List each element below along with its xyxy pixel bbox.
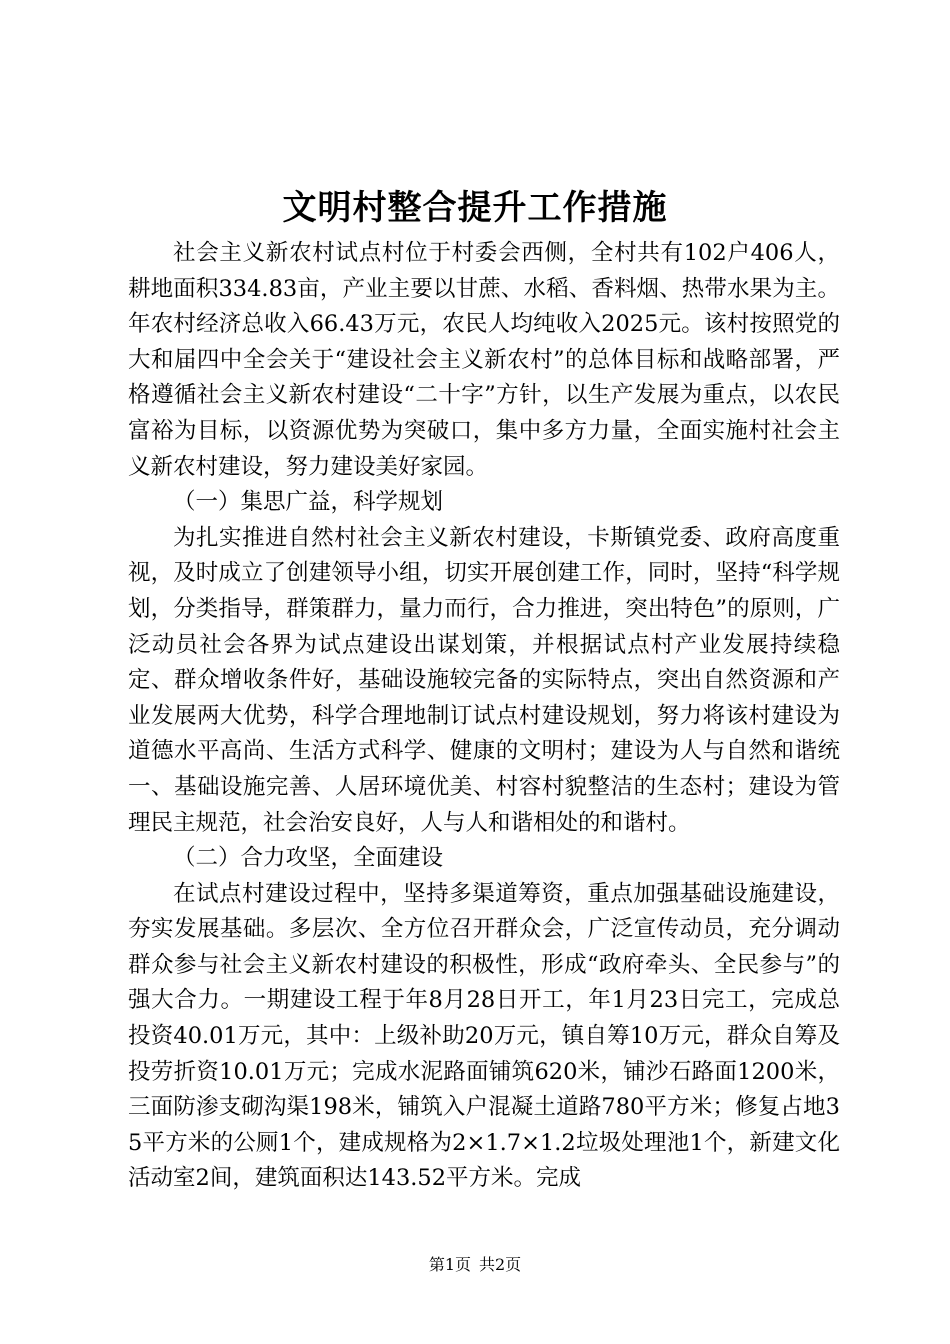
document-body	[128, 236, 840, 1197]
section-2-paragraph: 在试点村建设过程中，坚持多渠道筹资，重点加强基础设施建设，夯实发展基础。多层次、全方位召开群众会，广泛宣传动员，充分调动群众参与社会主义新农村建设的积极性，形成“政府牵头、全民参与”的强大合力。一期建设工程于年8月28日开工，年1月23日完工，完成总投资40.01万元，其中：上级补助20万元，镇自筹10万元，群众自筹及投劳折资10.01万元；完成水泥路面铺筑620米，铺沙石路面1200米，三面防渗支砌沟渠198米，铺筑入户混凝土道路780平方米；修复占地35平方米的公厕1个，建成规格为2×1.7×1.2垃圾处理池1个，新建文化活动室2间，建筑面积达143.52平方米。完成	[128, 880, 840, 1192]
section-heading-1: （一）集思广益，科学规划	[173, 489, 444, 516]
page-title: 文明村整合提升工作措施	[282, 188, 668, 228]
intro-paragraph: 社会主义新农村试点村位于村委会西侧，全村共有102户406人，耕地面积334.83亩，产业主要以甘蔗、水稻、香料烟、热带水果为主。年农村经济总收入66.43万元，农民人均纯收入2025元。该村按照党的大和届四中全会关于“建设社会主义新农村”的总体目标和战略部署，严格遵循社会主义新农村建设“二十字”方针，以生产发展为重点，以农民富裕为目标，以资源优势为突破口，集中多方力量，全面实施村社会主义新农村建设，努力建设美好家园。	[128, 240, 840, 480]
page-number-current: 第1页	[428, 1255, 471, 1274]
section-heading-2: （二）合力攻坚，全面建设	[173, 845, 444, 872]
page-footer	[0, 1255, 950, 1275]
page-number-total: 共2页	[479, 1255, 522, 1274]
section-1-paragraph: 为扎实推进自然村社会主义新农村建设，卡斯镇党委、政府高度重视，及时成立了创建领导小组，切实开展创建工作，同时，坚持“科学规划，分类指导，群策群力，量力而行，合力推进，突出特色”的原则，广泛动员社会各界为试点建设出谋划策，并根据试点村产业发展持续稳定、群众增收条件好，基础设施较完备的实际特点，突出自然资源和产业发展两大优势，科学合理地制订试点村建设规划，努力将该村建设为道德水平高尚、生活方式科学、健康的文明村；建设为人与自然和谐统一、基础设施完善、人居环境优美、村容村貌整洁的生态村；建设为管理民主规范，社会治安良好，人与人和谐相处的和谐村。	[128, 524, 840, 836]
